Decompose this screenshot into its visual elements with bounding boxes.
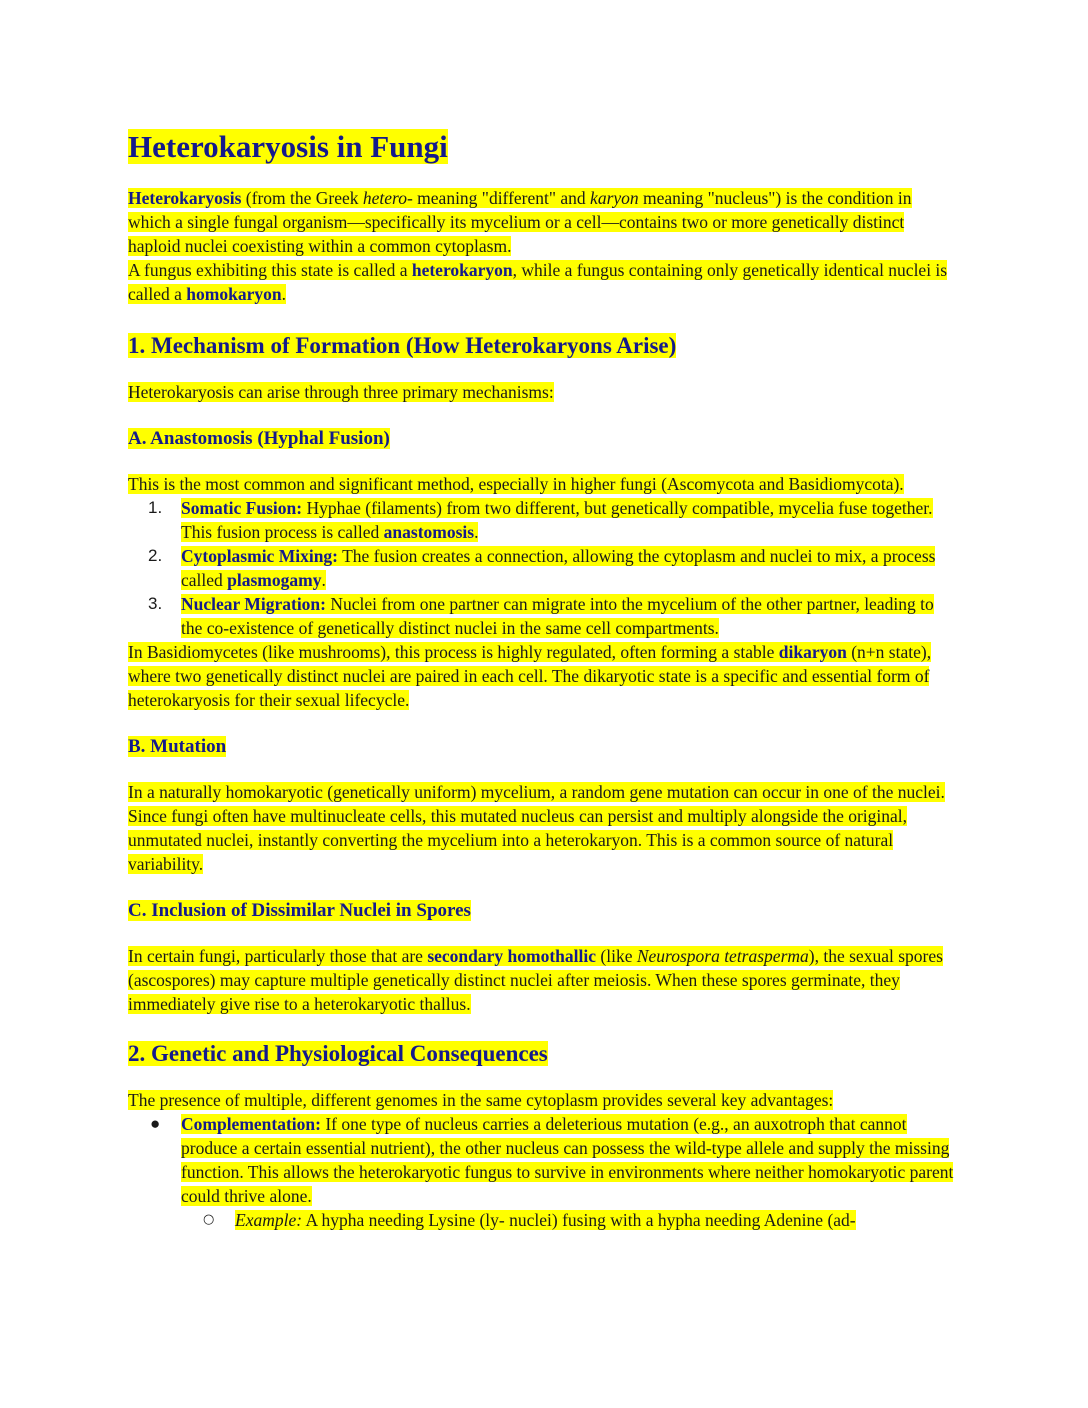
section-heading-mechanism: 1. Mechanism of Formation (How Heterokaryons Arise) [128, 333, 677, 358]
term-heterokaryon: heterokaryon [411, 260, 513, 280]
anastomosis-steps [128, 496, 958, 640]
list-item: 3. Nuclear Migration: Nuclei from one partner can migrate into the mycelium of the other partner, leading to the co-existence of genetically distinct nuclei in the same cell compartments. [148, 594, 934, 638]
example-list [128, 1208, 958, 1232]
list-item: ● Complementation: If one type of nucleus carries a deleterious mutation (e.g., an auxotroph that cannot produce a certain essential nutrient), the other nucleus can possess the wild-type allele and supply the missing function. This allows the heterokaryotic fungus to survive in environments where neither homokaryotic parent could thrive alone. [150, 1114, 954, 1206]
dikaryon-paragraph: In Basidiomycetes (like mushrooms), this process is highly regulated, often forming a stable dikaryon (n+n state), where two genetically distinct nuclei are paired in each cell. The dikaryotic state is a specific and essential form of heterokaryosis for their sexual lifecycle. [128, 642, 932, 710]
section1-lead: Heterokaryosis can arise through three primary mechanisms: [128, 382, 554, 402]
subheading-spores: C. Inclusion of Dissimilar Nuclei in Spores [128, 900, 471, 921]
term-homokaryon: homokaryon [186, 284, 282, 304]
anastomosis-paragraph: This is the most common and significant method, especially in higher fungi (Ascomycota and Basidiomycota). [128, 474, 904, 494]
section2-lead: The presence of multiple, different genomes in the same cytoplasm provides several key advantages: [128, 1090, 834, 1110]
subheading-anastomosis: A. Anastomosis (Hyphal Fusion) [128, 428, 390, 449]
species-name: Neurospora tetrasperma [636, 946, 809, 966]
subheading-mutation: B. Mutation [128, 736, 227, 757]
circle-bullet-icon: ○ [203, 1212, 215, 1227]
section-heading-consequences: 2. Genetic and Physiological Consequences [128, 1041, 548, 1066]
intro-paragraph: Heterokaryosis (from the Greek hetero- meaning "different" and karyon meaning "nucleus") is the condition in which a single fungal organism—specifically its mycelium or a cell—contains two or more genetically distinct haploid nuclei coexisting within a common cytoplasm. A fungus exhibiting this state is called a heterokaryon, while a fungus containing only genetically identical nuclei is called a homokaryon. [128, 188, 948, 304]
bullet-icon: ● [150, 1114, 161, 1133]
list-item: ○ Example: A hypha needing Lysine (ly- nuclei) fusing with a hypha needing Adenine (ad- [203, 1210, 856, 1230]
page-title: Heterokaryosis in Fungi [128, 129, 448, 164]
list-item: 1. Somatic Fusion: Hyphae (filaments) from two different, but genetically compatible, mycelia fuse together. This fusion process is called anastomosis. [148, 498, 933, 542]
term-heterokaryosis: Heterokaryosis [128, 188, 242, 208]
consequences-list [128, 1112, 958, 1208]
list-item: 2. Cytoplasmic Mixing: The fusion creates a connection, allowing the cytoplasm and nuclei to mix, a process called plasmogamy. [148, 546, 936, 590]
spores-paragraph: In certain fungi, particularly those that are secondary homothallic (like Neurospora tetrasperma), the sexual spores (ascospores) may capture multiple genetically distinct nuclei after meiosis. When these spores germinate, they immediately give rise to a heterokaryotic thallus. [128, 946, 943, 1014]
document-page [128, 126, 958, 1232]
term-dikaryon: dikaryon [778, 642, 847, 662]
term-secondary-homothallic: secondary homothallic [427, 946, 597, 966]
mutation-paragraph: In a naturally homokaryotic (genetically uniform) mycelium, a random gene mutation can occur in one of the nuclei. Since fungi often have multinucleate cells, this mutated nucleus can persist and multiply alongside the original, unmutated nuclei, instantly converting the mycelium into a heterokaryon. This is a common source of natural variability. [128, 782, 945, 874]
